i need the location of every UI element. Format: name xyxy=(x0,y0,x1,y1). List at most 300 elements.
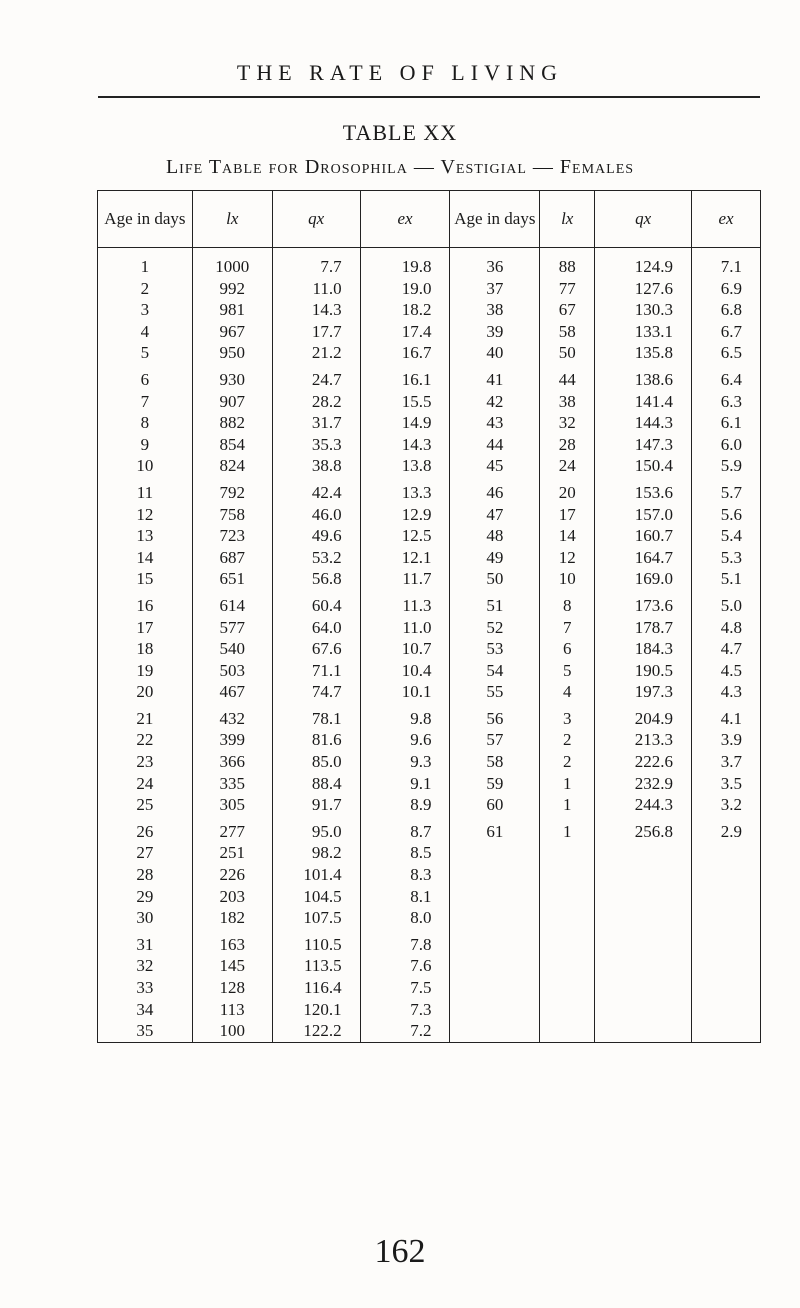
table-cell: 56.8 xyxy=(272,568,360,590)
col-header-ex-label: ex xyxy=(397,209,413,228)
table-cell: 184.3 xyxy=(595,638,692,660)
table-cell: 54 xyxy=(450,660,540,682)
table-cell: 22 xyxy=(98,729,193,751)
table-row xyxy=(98,568,761,590)
table-cell: 12 xyxy=(540,547,595,569)
table-cell: 244.3 xyxy=(595,794,692,816)
table-cell: 277 xyxy=(192,816,272,843)
table-cell: 45 xyxy=(450,455,540,477)
table-cell xyxy=(540,999,595,1021)
table-row xyxy=(98,299,761,321)
table-cell: 3.2 xyxy=(692,794,761,816)
table-cell: 6.3 xyxy=(692,391,761,413)
table-cell: 78.1 xyxy=(272,703,360,730)
table-cell: 981 xyxy=(192,299,272,321)
table-cell: 113.5 xyxy=(272,955,360,977)
table-cell: 8 xyxy=(540,590,595,617)
table-cell xyxy=(540,955,595,977)
table-cell: 930 xyxy=(192,364,272,391)
table-cell: 2 xyxy=(540,729,595,751)
table-cell: 21.2 xyxy=(272,342,360,364)
table-cell: 18.2 xyxy=(360,299,450,321)
table-row xyxy=(98,455,761,477)
table-cell: 232.9 xyxy=(595,773,692,795)
table-cell: 21 xyxy=(98,703,193,730)
table-cell: 13.8 xyxy=(360,455,450,477)
table-row xyxy=(98,660,761,682)
table-cell: 133.1 xyxy=(595,321,692,343)
table-cell: 11 xyxy=(98,477,193,504)
table-row xyxy=(98,638,761,660)
table-cell: 141.4 xyxy=(595,391,692,413)
table-cell xyxy=(540,1020,595,1042)
table-cell: 10.4 xyxy=(360,660,450,682)
table-cell: 11.0 xyxy=(272,278,360,300)
table-cell: 7 xyxy=(98,391,193,413)
table-cell: 8 xyxy=(98,412,193,434)
table-cell xyxy=(540,929,595,956)
table-cell: 19 xyxy=(98,660,193,682)
table-cell: 907 xyxy=(192,391,272,413)
table-cell: 74.7 xyxy=(272,681,360,703)
table-cell: 24.7 xyxy=(272,364,360,391)
table-cell: 60.4 xyxy=(272,590,360,617)
table-cell: 882 xyxy=(192,412,272,434)
table-cell: 366 xyxy=(192,751,272,773)
table-row xyxy=(98,590,761,617)
table-cell: 50 xyxy=(450,568,540,590)
table-cell: 3.7 xyxy=(692,751,761,773)
table-cell: 116.4 xyxy=(272,977,360,999)
table-cell: 1 xyxy=(540,794,595,816)
table-row xyxy=(98,681,761,703)
table-cell: 32 xyxy=(98,955,193,977)
table-cell xyxy=(450,1020,540,1042)
table-cell: 3.9 xyxy=(692,729,761,751)
table-cell xyxy=(450,864,540,886)
table-row xyxy=(98,617,761,639)
table-cell: 256.8 xyxy=(595,816,692,843)
table-cell: 1000 xyxy=(192,248,272,278)
table-cell: 46 xyxy=(450,477,540,504)
table-cell: 145 xyxy=(192,955,272,977)
table-cell: 6.9 xyxy=(692,278,761,300)
table-cell: 58 xyxy=(450,751,540,773)
table-cell: 1 xyxy=(98,248,193,278)
table-cell xyxy=(595,886,692,908)
table-cell: 42 xyxy=(450,391,540,413)
table-row xyxy=(98,364,761,391)
table-cell: 7.6 xyxy=(360,955,450,977)
table-cell: 335 xyxy=(192,773,272,795)
table-cell: 432 xyxy=(192,703,272,730)
table-cell: 17 xyxy=(540,504,595,526)
table-cell xyxy=(540,907,595,929)
table-cell: 34 xyxy=(98,999,193,1021)
table-cell: 28.2 xyxy=(272,391,360,413)
col-header-ex-2-label: ex xyxy=(718,209,734,228)
header-rule xyxy=(98,96,760,98)
table-row xyxy=(98,248,761,278)
table-cell: 19.8 xyxy=(360,248,450,278)
table-cell: 59 xyxy=(450,773,540,795)
table-cell: 178.7 xyxy=(595,617,692,639)
table-cell: 5.7 xyxy=(692,477,761,504)
table-cell xyxy=(540,886,595,908)
table-cell xyxy=(450,929,540,956)
table-cell: 77 xyxy=(540,278,595,300)
table-cell: 32 xyxy=(540,412,595,434)
table-cell xyxy=(692,977,761,999)
table-cell: 190.5 xyxy=(595,660,692,682)
table-cell: 19.0 xyxy=(360,278,450,300)
table-cell: 30 xyxy=(98,907,193,929)
table-cell: 26 xyxy=(98,816,193,843)
table-cell: 16.7 xyxy=(360,342,450,364)
table-cell: 20 xyxy=(540,477,595,504)
table-cell: 4.3 xyxy=(692,681,761,703)
table-cell xyxy=(540,977,595,999)
table-cell: 2.9 xyxy=(692,816,761,843)
table-cell xyxy=(450,886,540,908)
table-cell: 122.2 xyxy=(272,1020,360,1042)
table-cell: 15.5 xyxy=(360,391,450,413)
table-cell: 8.5 xyxy=(360,842,450,864)
col-header-age-2 xyxy=(450,191,540,248)
table-cell xyxy=(692,999,761,1021)
table-cell: 3 xyxy=(540,703,595,730)
table-cell: 113 xyxy=(192,999,272,1021)
table-row xyxy=(98,278,761,300)
table-cell: 9.6 xyxy=(360,729,450,751)
table-cell: 11.3 xyxy=(360,590,450,617)
table-cell: 182 xyxy=(192,907,272,929)
table-cell: 10.1 xyxy=(360,681,450,703)
table-cell: 164.7 xyxy=(595,547,692,569)
table-cell: 7.5 xyxy=(360,977,450,999)
col-header-qx-label: qx xyxy=(308,209,325,228)
table-header-row xyxy=(98,191,761,248)
table-cell: 14.3 xyxy=(360,434,450,456)
table-cell: 48 xyxy=(450,525,540,547)
table-cell: 854 xyxy=(192,434,272,456)
col-header-lx-label: lx xyxy=(226,209,239,228)
table-cell: 85.0 xyxy=(272,751,360,773)
table-cell xyxy=(692,1020,761,1042)
table-row xyxy=(98,842,761,864)
col-header-lx-2-label: lx xyxy=(561,209,574,228)
table-cell: 305 xyxy=(192,794,272,816)
table-cell: 1 xyxy=(540,816,595,843)
table-cell: 38 xyxy=(540,391,595,413)
table-cell: 130.3 xyxy=(595,299,692,321)
table-row xyxy=(98,886,761,908)
table-cell: 203 xyxy=(192,886,272,908)
table-cell: 204.9 xyxy=(595,703,692,730)
table-cell: 7.1 xyxy=(692,248,761,278)
table-cell: 55 xyxy=(450,681,540,703)
table-cell: 251 xyxy=(192,842,272,864)
table-cell xyxy=(595,977,692,999)
table-cell: 144.3 xyxy=(595,412,692,434)
table-cell: 2 xyxy=(98,278,193,300)
table-cell: 157.0 xyxy=(595,504,692,526)
table-row xyxy=(98,703,761,730)
table-cell: 4.8 xyxy=(692,617,761,639)
table-cell: 992 xyxy=(192,278,272,300)
table-cell xyxy=(450,907,540,929)
table-row xyxy=(98,504,761,526)
table-cell: 29 xyxy=(98,886,193,908)
table-cell: 213.3 xyxy=(595,729,692,751)
table-cell: 12.1 xyxy=(360,547,450,569)
table-cell: 60 xyxy=(450,794,540,816)
table-cell: 147.3 xyxy=(595,434,692,456)
table-cell: 7.2 xyxy=(360,1020,450,1042)
table-cell: 17.7 xyxy=(272,321,360,343)
table-cell: 5.0 xyxy=(692,590,761,617)
table-cell: 61 xyxy=(450,816,540,843)
table-cell: 104.5 xyxy=(272,886,360,908)
table-cell: 17.4 xyxy=(360,321,450,343)
table-cell: 153.6 xyxy=(595,477,692,504)
table-cell: 8.3 xyxy=(360,864,450,886)
col-header-age xyxy=(98,191,193,248)
table-cell xyxy=(595,842,692,864)
table-cell: 7.3 xyxy=(360,999,450,1021)
table-cell: 8.9 xyxy=(360,794,450,816)
table-cell: 98.2 xyxy=(272,842,360,864)
table-cell: 3 xyxy=(98,299,193,321)
table-cell: 53.2 xyxy=(272,547,360,569)
table-cell: 38 xyxy=(450,299,540,321)
table-row xyxy=(98,525,761,547)
col-header-lx xyxy=(192,191,272,248)
table-cell: 49.6 xyxy=(272,525,360,547)
table-cell: 10 xyxy=(98,455,193,477)
table-cell xyxy=(692,929,761,956)
table-cell: 138.6 xyxy=(595,364,692,391)
col-header-ex xyxy=(360,191,450,248)
table-cell: 6.0 xyxy=(692,434,761,456)
table-cell: 27 xyxy=(98,842,193,864)
table-cell: 35.3 xyxy=(272,434,360,456)
table-cell: 9.1 xyxy=(360,773,450,795)
table-row xyxy=(98,321,761,343)
table-cell: 503 xyxy=(192,660,272,682)
table-row xyxy=(98,1020,761,1042)
table-row xyxy=(98,342,761,364)
table-cell: 614 xyxy=(192,590,272,617)
table-cell: 31.7 xyxy=(272,412,360,434)
table-cell: 15 xyxy=(98,568,193,590)
table-cell: 28 xyxy=(98,864,193,886)
table-cell: 6.4 xyxy=(692,364,761,391)
running-head: THE RATE OF LIVING xyxy=(236,60,564,85)
table-cell xyxy=(692,842,761,864)
table-cell xyxy=(450,999,540,1021)
table-cell: 5.4 xyxy=(692,525,761,547)
table-cell: 197.3 xyxy=(595,681,692,703)
table-cell: 14 xyxy=(98,547,193,569)
col-header-lx-2 xyxy=(540,191,595,248)
table-cell xyxy=(595,864,692,886)
table-cell: 2 xyxy=(540,751,595,773)
table-cell: 5.1 xyxy=(692,568,761,590)
table-cell: 88.4 xyxy=(272,773,360,795)
table-cell: 8.7 xyxy=(360,816,450,843)
table-cell: 4.1 xyxy=(692,703,761,730)
table-cell: 4.5 xyxy=(692,660,761,682)
table-cell: 824 xyxy=(192,455,272,477)
table-cell: 14.9 xyxy=(360,412,450,434)
table-cell: 4.7 xyxy=(692,638,761,660)
table-cell: 150.4 xyxy=(595,455,692,477)
table-cell: 12.9 xyxy=(360,504,450,526)
table-cell: 24 xyxy=(540,455,595,477)
table-row xyxy=(98,547,761,569)
table-cell: 24 xyxy=(98,773,193,795)
table-cell: 35 xyxy=(98,1020,193,1042)
table-cell: 169.0 xyxy=(595,568,692,590)
table-cell xyxy=(692,886,761,908)
table-cell: 9.8 xyxy=(360,703,450,730)
table-cell: 160.7 xyxy=(595,525,692,547)
table-cell: 20 xyxy=(98,681,193,703)
life-table xyxy=(97,190,761,1043)
table-cell: 135.8 xyxy=(595,342,692,364)
table-cell: 57 xyxy=(450,729,540,751)
table-cell: 64.0 xyxy=(272,617,360,639)
table-cell: 5 xyxy=(98,342,193,364)
table-cell: 56 xyxy=(450,703,540,730)
table-cell xyxy=(692,907,761,929)
col-header-age-2-label: Age in days xyxy=(454,209,536,228)
table-row xyxy=(98,434,761,456)
table-cell: 44 xyxy=(450,434,540,456)
table-cell xyxy=(692,864,761,886)
table-cell: 5.6 xyxy=(692,504,761,526)
table-cell: 33 xyxy=(98,977,193,999)
table-cell: 36 xyxy=(450,248,540,278)
table-cell: 222.6 xyxy=(595,751,692,773)
table-title: TABLE XX xyxy=(342,120,458,145)
table-cell: 13 xyxy=(98,525,193,547)
table-cell: 577 xyxy=(192,617,272,639)
table-row xyxy=(98,751,761,773)
table-cell: 124.9 xyxy=(595,248,692,278)
table-cell: 10.7 xyxy=(360,638,450,660)
col-header-qx xyxy=(272,191,360,248)
table-cell: 13.3 xyxy=(360,477,450,504)
table-cell: 12.5 xyxy=(360,525,450,547)
table-cell: 173.6 xyxy=(595,590,692,617)
table-cell: 11.0 xyxy=(360,617,450,639)
table-cell: 47 xyxy=(450,504,540,526)
table-cell: 7.7 xyxy=(272,248,360,278)
page-number: 162 xyxy=(374,1233,426,1270)
table-cell: 53 xyxy=(450,638,540,660)
table-cell: 12 xyxy=(98,504,193,526)
table-cell: 540 xyxy=(192,638,272,660)
col-header-qx-2 xyxy=(595,191,692,248)
table-row xyxy=(98,977,761,999)
table-cell xyxy=(595,929,692,956)
table-cell: 4 xyxy=(540,681,595,703)
table-cell: 23 xyxy=(98,751,193,773)
table-cell xyxy=(540,864,595,886)
table-cell: 42.4 xyxy=(272,477,360,504)
table-cell: 100 xyxy=(192,1020,272,1042)
table-cell: 14 xyxy=(540,525,595,547)
table-cell xyxy=(595,955,692,977)
col-header-ex-2 xyxy=(692,191,761,248)
table-cell xyxy=(540,842,595,864)
table-cell: 5.3 xyxy=(692,547,761,569)
table-row xyxy=(98,816,761,843)
table-cell: 6.7 xyxy=(692,321,761,343)
table-cell: 651 xyxy=(192,568,272,590)
table-cell: 71.1 xyxy=(272,660,360,682)
table-cell: 4 xyxy=(98,321,193,343)
table-cell: 967 xyxy=(192,321,272,343)
table-cell: 67 xyxy=(540,299,595,321)
table-row xyxy=(98,955,761,977)
table-cell: 399 xyxy=(192,729,272,751)
table-cell: 792 xyxy=(192,477,272,504)
table-cell: 46.0 xyxy=(272,504,360,526)
table-cell: 7.8 xyxy=(360,929,450,956)
table-cell: 110.5 xyxy=(272,929,360,956)
table-cell: 51 xyxy=(450,590,540,617)
table-cell: 16.1 xyxy=(360,364,450,391)
table-cell: 40 xyxy=(450,342,540,364)
table-cell: 6.8 xyxy=(692,299,761,321)
table-cell: 6 xyxy=(98,364,193,391)
table-cell: 16 xyxy=(98,590,193,617)
table-cell: 11.7 xyxy=(360,568,450,590)
table-cell: 10 xyxy=(540,568,595,590)
table-cell: 25 xyxy=(98,794,193,816)
table-cell xyxy=(595,907,692,929)
table-row xyxy=(98,794,761,816)
table-cell: 120.1 xyxy=(272,999,360,1021)
table-cell: 52 xyxy=(450,617,540,639)
table-cell: 128 xyxy=(192,977,272,999)
table-row xyxy=(98,412,761,434)
table-cell: 49 xyxy=(450,547,540,569)
table-cell: 39 xyxy=(450,321,540,343)
table-cell: 163 xyxy=(192,929,272,956)
table-cell: 95.0 xyxy=(272,816,360,843)
col-header-qx-2-label: qx xyxy=(635,209,652,228)
table-cell: 7 xyxy=(540,617,595,639)
table-body xyxy=(98,248,761,1043)
table-cell: 17 xyxy=(98,617,193,639)
table-row xyxy=(98,773,761,795)
table-cell: 950 xyxy=(192,342,272,364)
table-cell: 467 xyxy=(192,681,272,703)
table-cell: 41 xyxy=(450,364,540,391)
table-cell: 5 xyxy=(540,660,595,682)
table-row xyxy=(98,864,761,886)
table-cell: 9.3 xyxy=(360,751,450,773)
table-cell: 226 xyxy=(192,864,272,886)
table-cell: 9 xyxy=(98,434,193,456)
table-cell: 18 xyxy=(98,638,193,660)
table-row xyxy=(98,929,761,956)
table-cell xyxy=(450,842,540,864)
